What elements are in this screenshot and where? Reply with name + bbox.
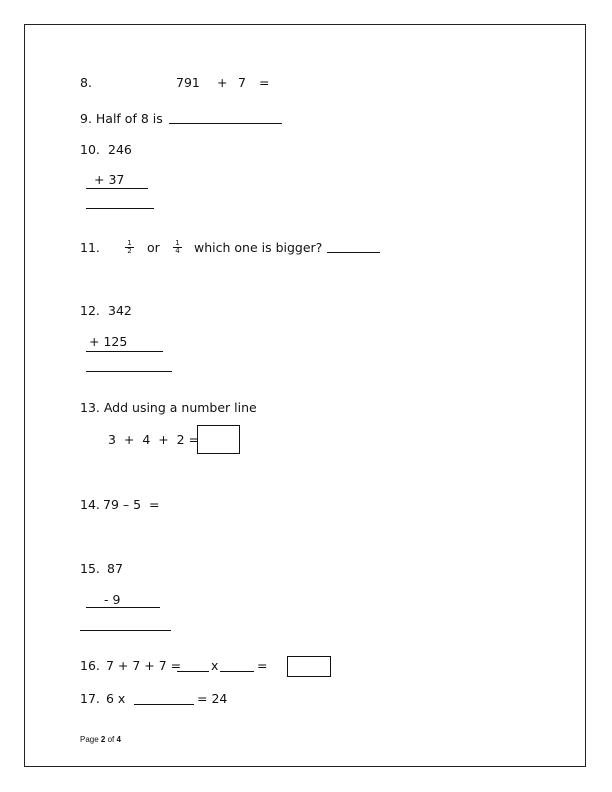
q16-blank-2[interactable] bbox=[220, 671, 254, 672]
q11-frac1-num: 1 bbox=[125, 240, 134, 248]
q14-number: 14. bbox=[80, 497, 100, 512]
q12-underline bbox=[86, 351, 163, 352]
q8-number: 8. bbox=[80, 75, 92, 90]
q12-top: 342 bbox=[108, 303, 132, 318]
q12-addend: + 125 bbox=[89, 334, 128, 349]
q12-number: 12. bbox=[80, 303, 100, 318]
q15-subtrahend: - 9 bbox=[104, 592, 121, 607]
q16-times: x bbox=[211, 658, 219, 673]
q17-number: 17. bbox=[80, 691, 100, 706]
q10-answer-line[interactable] bbox=[86, 208, 154, 209]
q16-answer-box[interactable] bbox=[287, 656, 331, 677]
q16-blank-1[interactable] bbox=[177, 671, 209, 672]
footer-page-total: 4 bbox=[116, 735, 121, 744]
q15-answer-line[interactable] bbox=[80, 630, 171, 631]
q11-frac2-num: 1 bbox=[173, 240, 182, 248]
q17-result: = 24 bbox=[197, 691, 228, 706]
footer-of-word: of bbox=[107, 735, 115, 744]
q13-text: 13. Add using a number line bbox=[80, 400, 257, 415]
q13-expression: 3 + 4 + 2 = bbox=[108, 432, 200, 447]
q10-underline bbox=[86, 188, 148, 189]
q11-number: 11. bbox=[80, 240, 100, 255]
q16-number: 16. bbox=[80, 658, 100, 673]
q11-question: which one is bigger? bbox=[194, 240, 323, 255]
footer-page-number: 2 bbox=[100, 735, 106, 744]
q11-answer-line[interactable] bbox=[327, 252, 380, 253]
q12-answer-line[interactable] bbox=[86, 371, 172, 372]
page-footer bbox=[80, 735, 121, 745]
q15-number: 15. bbox=[80, 561, 100, 576]
q11-frac1-den: 2 bbox=[127, 247, 132, 255]
q8-equals: = bbox=[259, 75, 270, 90]
q11-or: or bbox=[147, 240, 160, 255]
q8-operator: + bbox=[217, 75, 228, 90]
q10-top: 246 bbox=[108, 142, 132, 157]
q8-operand-a: 791 bbox=[176, 75, 200, 90]
q10-addend: + 37 bbox=[94, 172, 125, 187]
q17-blank[interactable] bbox=[134, 704, 194, 705]
q15-top: 87 bbox=[107, 561, 123, 576]
q10-number: 10. bbox=[80, 142, 100, 157]
q13-answer-box[interactable] bbox=[197, 425, 240, 454]
q11-frac2-den: 4 bbox=[175, 247, 180, 255]
q15-underline bbox=[86, 607, 160, 608]
q9-text: 9. Half of 8 is bbox=[80, 111, 163, 126]
q16-equals: = bbox=[257, 658, 268, 673]
q17-expression: 6 x bbox=[106, 691, 126, 706]
q9-answer-line[interactable] bbox=[169, 123, 282, 124]
q16-expression: 7 + 7 + 7 = bbox=[106, 658, 182, 673]
q8-operand-b: 7 bbox=[238, 75, 246, 90]
q11-fraction-half bbox=[125, 240, 134, 255]
q11-fraction-quarter bbox=[173, 240, 182, 255]
q14-expression: 79 – 5 = bbox=[103, 497, 160, 512]
footer-page-word: Page bbox=[80, 735, 99, 744]
